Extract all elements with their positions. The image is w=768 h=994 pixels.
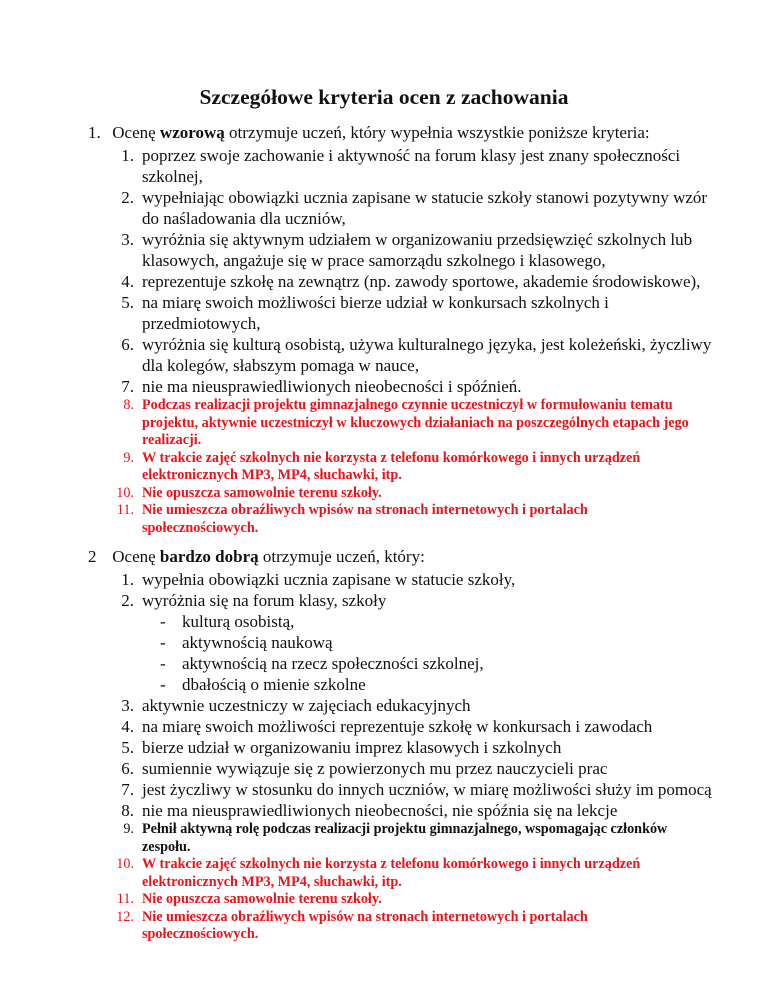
list-item: 10. Nie opuszcza samowolnie terenu szkoły. — [116, 484, 382, 501]
list-item: 8. nie ma nieusprawiedliwionych nieobecności, nie spóźnia się na lekcje — [121, 801, 618, 820]
sub-list-item: - dbałością o mienie szkolne — [160, 675, 366, 694]
section-1-text-before: Ocenę — [112, 123, 160, 142]
list-item: 6. sumiennie wywiązuje się z powierzonych mu przez nauczycieli prac — [121, 759, 608, 778]
list-item: 3. wyróżnia się aktywnym udziałem w organizowaniu przedsięwzięć szkolnych lub klasowych, angażuje się w prace samorządu szkolnego i klasowego, — [121, 230, 693, 270]
list-item: 2. wypełniając obowiązki ucznia zapisane w statucie szkoły stanowi pozytywny wzór do naśladowania dla uczniów, — [121, 188, 708, 228]
section-2-text-after: otrzymuje uczeń, który: — [258, 547, 425, 566]
sub-list-item: - aktywnością na rzecz społeczności szkolnej, — [160, 654, 484, 673]
section-2-heading — [88, 547, 425, 567]
sub-list-item: - kulturą osobistą, — [160, 612, 295, 631]
section-2-number: 2 — [88, 547, 97, 566]
list-item: 2. wyróżnia się na forum klasy, szkoły — [121, 591, 387, 610]
document-title: Szczegółowe kryteria ocen z zachowania — [199, 85, 569, 109]
section-1-heading — [88, 123, 650, 143]
list-item: 1. poprzez swoje zachowanie i aktywność na forum klasy jest znany społeczności szkolnej, — [121, 146, 681, 186]
list-item: 8. Podczas realizacji projektu gimnazjalnego czynnie uczestniczył w formułowaniu tematu projektu, aktywnie uczestniczył w kluczowych działaniach na poszczególnych etapach jego realizacji. — [123, 397, 689, 448]
list-item: 9. W trakcie zajęć szkolnych nie korzysta z telefonu komórkowego i innych urządzeń elektronicznych MP3, MP4, słuchawki, itp. — [123, 449, 641, 483]
list-item: 5. bierze udział w organizowaniu imprez klasowych i szkolnych — [121, 738, 562, 757]
list-item: 10. W trakcie zajęć szkolnych nie korzysta z telefonu komórkowego i innych urządzeń elektronicznych MP3, MP4, słuchawki, itp. — [116, 856, 641, 890]
list-item: 4. na miarę swoich możliwości reprezentuje szkołę w konkursach i zawodach — [121, 717, 653, 736]
section-2-grade: bardzo dobrą — [159, 547, 259, 566]
list-item: 4. reprezentuje szkołę na zewnątrz (np. zawody sportowe, akademie środowiskowe), — [121, 272, 701, 291]
list-item: 1. wypełnia obowiązki ucznia zapisane w statucie szkoły, — [121, 570, 516, 589]
list-item: 12. Nie umieszcza obraźliwych wpisów na stronach internetowych i portalach społecznościowych. — [116, 908, 588, 942]
list-item: 3. aktywnie uczestniczy w zajęciach edukacyjnych — [121, 696, 471, 715]
sub-list-item: - aktywnością naukową — [160, 633, 333, 652]
list-item: 11. Nie opuszcza samowolnie terenu szkoły. — [116, 891, 382, 907]
section-1-list — [112, 145, 712, 537]
list-item: 7. jest życzliwy w stosunku do innych uczniów, w miarę możliwości służy im pomocą — [121, 780, 712, 799]
section-2-list-continued — [112, 695, 712, 944]
list-item: 9. Pełnił aktywną rolę podczas realizacji projektu gimnazjalnego, wspomagając członków zespołu. — [123, 821, 668, 855]
section-2-list — [112, 569, 712, 611]
list-item: 7. nie ma nieusprawiedliwionych nieobecności i spóźnień. — [121, 377, 522, 396]
section-1-grade: wzorową — [159, 123, 225, 142]
section-2-text-before: Ocenę — [112, 547, 160, 566]
list-item: 6. wyróżnia się kulturą osobistą, używa kulturalnego języka, jest koleżeński, życzliwy dla kolegów, słabszym pomaga w nauce, — [121, 335, 712, 375]
section-2-sublist — [0, 611, 720, 695]
section-1-number: 1. — [88, 123, 101, 142]
section-1-text-after: otrzymuje uczeń, który wypełnia wszystkie poniższe kryteria: — [224, 123, 650, 142]
list-item: 11. Nie umieszcza obraźliwych wpisów na stronach internetowych i portalach społecznościowych. — [116, 502, 588, 536]
list-item: 5. na miarę swoich możliwości bierze udział w konkursach szkolnych i przedmiotowych, — [121, 293, 609, 333]
